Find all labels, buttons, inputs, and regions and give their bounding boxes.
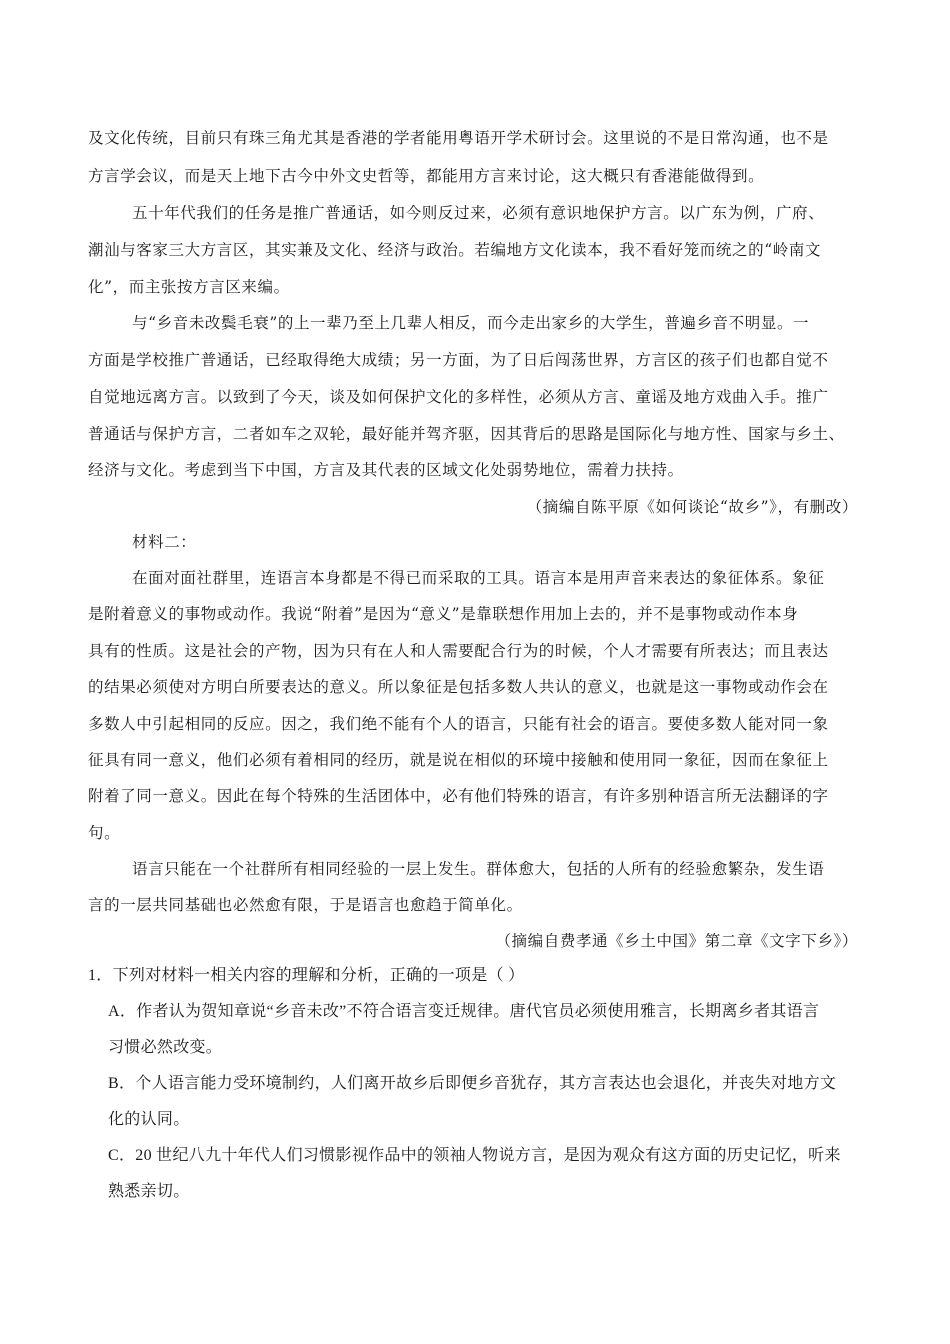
paragraph-line: 征具有同一意义，他们必须有着相同的经历，就是说在相似的环境中接触和使用同一象征，因而在象征上 (88, 751, 829, 769)
paragraph-line: 经济与文化。考虑到当下中国，方言及其代表的区域文化处弱势地位，需着力扶持。 (88, 461, 684, 479)
question-stem: 1．下列对材料一相关内容的理解和分析，正确的一项是（ ） (88, 967, 525, 984)
paragraph-line: 及文化传统，目前只有珠三角尤其是香港的学者能用粤语开学术研讨会。这里说的不是日常沟通，也不是 (88, 129, 829, 147)
option-c: C．20 世纪八九十年代人们习惯影视作品中的领袖人物说方言，是因为观众有这方面的历史记忆，听来 (108, 1147, 841, 1164)
paragraph-line: 方言学会议，而是天上地下古今中外文史哲等，都能用方言来讨论，这大概只有香港能做得到。 (88, 167, 765, 185)
option-b: B．个人语言能力受环境制约，人们离开故乡后即便乡音犹存，其方言表达也会退化，并丧失对地方文 (108, 1075, 837, 1092)
paragraph-line: 方面是学校推广普通话，已经取得绝大成绩；另一方面，为了日后闯荡世界，方言区的孩子们也都自觉不 (88, 351, 829, 369)
paragraph-line: 句。 (88, 824, 121, 842)
paragraph-line: 多数人中引起相同的反应。因之，我们绝不能有个人的语言，只能有社会的语言。要使多数人能对同一象 (88, 715, 829, 733)
paragraph-line: 五十年代我们的任务是推广普通话，如今则反过来，必须有意识地保护方言。以广东为例，广府、 (132, 204, 825, 222)
paragraph-line: 在面对面社群里，连语言本身都是不得已而采取的工具。语言本是用声音来表达的象征体系。象征 (132, 569, 825, 587)
source-citation: （摘编自陈平原《如何谈论“故乡”》，有删改） (526, 498, 858, 516)
paragraph-line: 是附着意义的事物或动作。我说“附着”是因为“意义”是靠联想作用加上去的，并不是事物或动作本身 (88, 605, 799, 623)
paragraph-line: 附着了同一意义。因此在每个特殊的生活团体中，必有他们特殊的语言，有许多别种语言所无法翻译的字 (88, 787, 829, 805)
paragraph-line: 言的一层共同基础也必然愈有限，于是语言也愈趋于简单化。 (88, 896, 523, 914)
option-c-continued: 熟悉亲切。 (108, 1183, 190, 1200)
paragraph-line: 化”，而主张按方言区来编。 (88, 278, 290, 296)
paragraph-line: 的结果必须使对方明白所要表达的意义。所以象征是包括多数人共认的意义，也就是这一事物或动作会在 (88, 678, 829, 696)
paragraph-line: 语言只能在一个社群所有相同经验的一层上发生。群体愈大，包括的人所有的经验愈繁杂，发生语 (132, 860, 825, 878)
option-b-continued: 化的认同。 (108, 1111, 190, 1128)
source-citation: （摘编自费孝通《乡土中国》第二章《文字下乡》） (495, 932, 858, 950)
section-heading: 材料二： (132, 533, 197, 551)
option-a-continued: 习惯必然改变。 (108, 1039, 223, 1056)
option-a: A．作者认为贺知章说“乡音未改”不符合语言变迁规律。唐代官员必须使用雅言，长期离乡者其语言 (108, 1003, 820, 1020)
paragraph-line: 潮汕与客家三大方言区，其实兼及文化、经济与政治。若编地方文化读本，我不看好笼而统之的“岭南文 (88, 241, 822, 259)
paragraph-line: 与“乡音未改鬓毛衰”的上一辈乃至上几辈人相反，而今走出家乡的大学生，普遍乡音不明显。一 (132, 314, 810, 332)
paragraph-line: 自觉地远离方言。以致到了今天，谈及如何保护文化的多样性，必须从方言、童谣及地方戏曲入手。推广 (88, 388, 829, 406)
paragraph-line: 普通话与保护方言，二者如车之双轮，最好能并驾齐驱，因其背后的思路是国际化与地方性、国家与乡土、 (88, 425, 845, 443)
paragraph-line: 具有的性质。这是社会的产物，因为只有在人和人需要配合行为的时候，个人才需要有所表达；而且表达 (88, 642, 829, 660)
